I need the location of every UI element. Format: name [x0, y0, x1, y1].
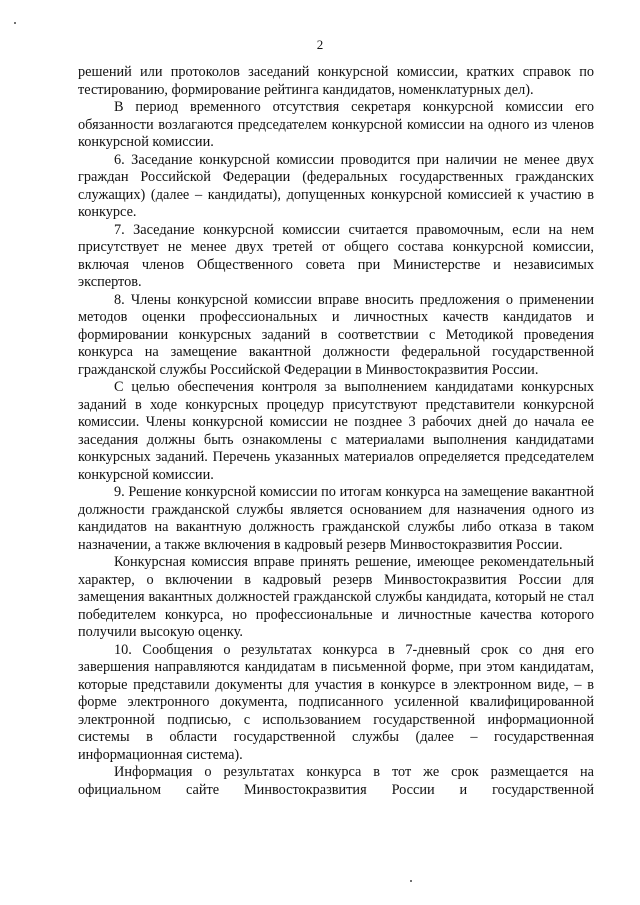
- paragraph-item-6: 6. Заседание конкурсной комиссии проводится при наличии не менее двух граждан Российской Федерации (федеральных государственных гражданских служащих) (далее – кандидаты), допущенных конкурсной комиссией к участию в конкурсе.: [78, 151, 594, 220]
- paragraph-reserve-recommendation: Конкурсная комиссия вправе принять решение, имеющее рекомендательный характер, о включении в кадровый резерв Минвостокразвития России для замещения вакантных должностей гражданской службы кандидата, который не стал победителем конкурса, но профессиональные и личностные качества которого получили высокую оценку.: [78, 554, 594, 640]
- scan-speck: [14, 22, 16, 24]
- page-number: 2: [316, 37, 324, 52]
- paragraph-item-9: 9. Решение конкурсной комиссии по итогам конкурса на замещение вакантной должности гражданской службы является основанием для назначения одного из кандидатов на вакантную должность гражданской службы либо отказа в таком назначении, а также включения в кадровый резерв Минвостокразвития России.: [78, 484, 594, 553]
- scan-speck: [410, 880, 412, 882]
- paragraph-item-10: 10. Сообщения о результатах конкурса в 7-дневный срок со дня его завершения направляются кандидатам в письменной форме, при этом кандидатам, которые представили документы для участия в конкурсе в электронном виде, – в форме электронного документа, подписанного усиленной квалифицированной электронной подписью, с использованием государственной информационной системы в области государственной службы (далее – государственная информационная система).: [78, 641, 594, 763]
- paragraph-continuation: решений или протоколов заседаний конкурсной комиссии, кратких справок по тестированию, формирование рейтинга кандидатов, номенклатурных дел).: [78, 64, 594, 98]
- paragraph-item-8: 8. Члены конкурсной комиссии вправе вносить предложения о применении методов оценки профессиональных и личностных качеств кандидатов и формировании конкурсных заданий в соответствии с Методикой проведения конкурса на замещение вакантной должности федеральной государственной гражданской службы Российской Федерации в Минвостокразвития России.: [78, 291, 594, 378]
- paragraph-secretary-absence: В период временного отсутствия секретаря конкурсной комиссии его обязанности возлагаются председателем конкурсной комиссии на одного из членов конкурсной комиссии.: [78, 99, 594, 150]
- document-body: [78, 64, 594, 799]
- paragraph-results-publication: Информация о результатах конкурса в тот же срок размещается на официальном сайте Минвостокразвития России и государственной: [78, 764, 594, 798]
- paragraph-control: С целью обеспечения контроля за выполнением кандидатами конкурсных заданий в ходе конкурсных процедур присутствуют представители конкурсной комиссии. Члены конкурсной комиссии не позднее 3 рабочих дней до начала ее заседания должны быть ознакомлены с материалами выполнения кандидатами конкурсных заданий. Перечень указанных материалов определяется председателем конкурсной комиссии.: [78, 379, 594, 483]
- paragraph-item-7: 7. Заседание конкурсной комиссии считается правомочным, если на нем присутствует не менее двух третей от общего состава конкурсной комиссии, включая членов Общественного совета при Министерстве и независимых экспертов.: [78, 221, 594, 290]
